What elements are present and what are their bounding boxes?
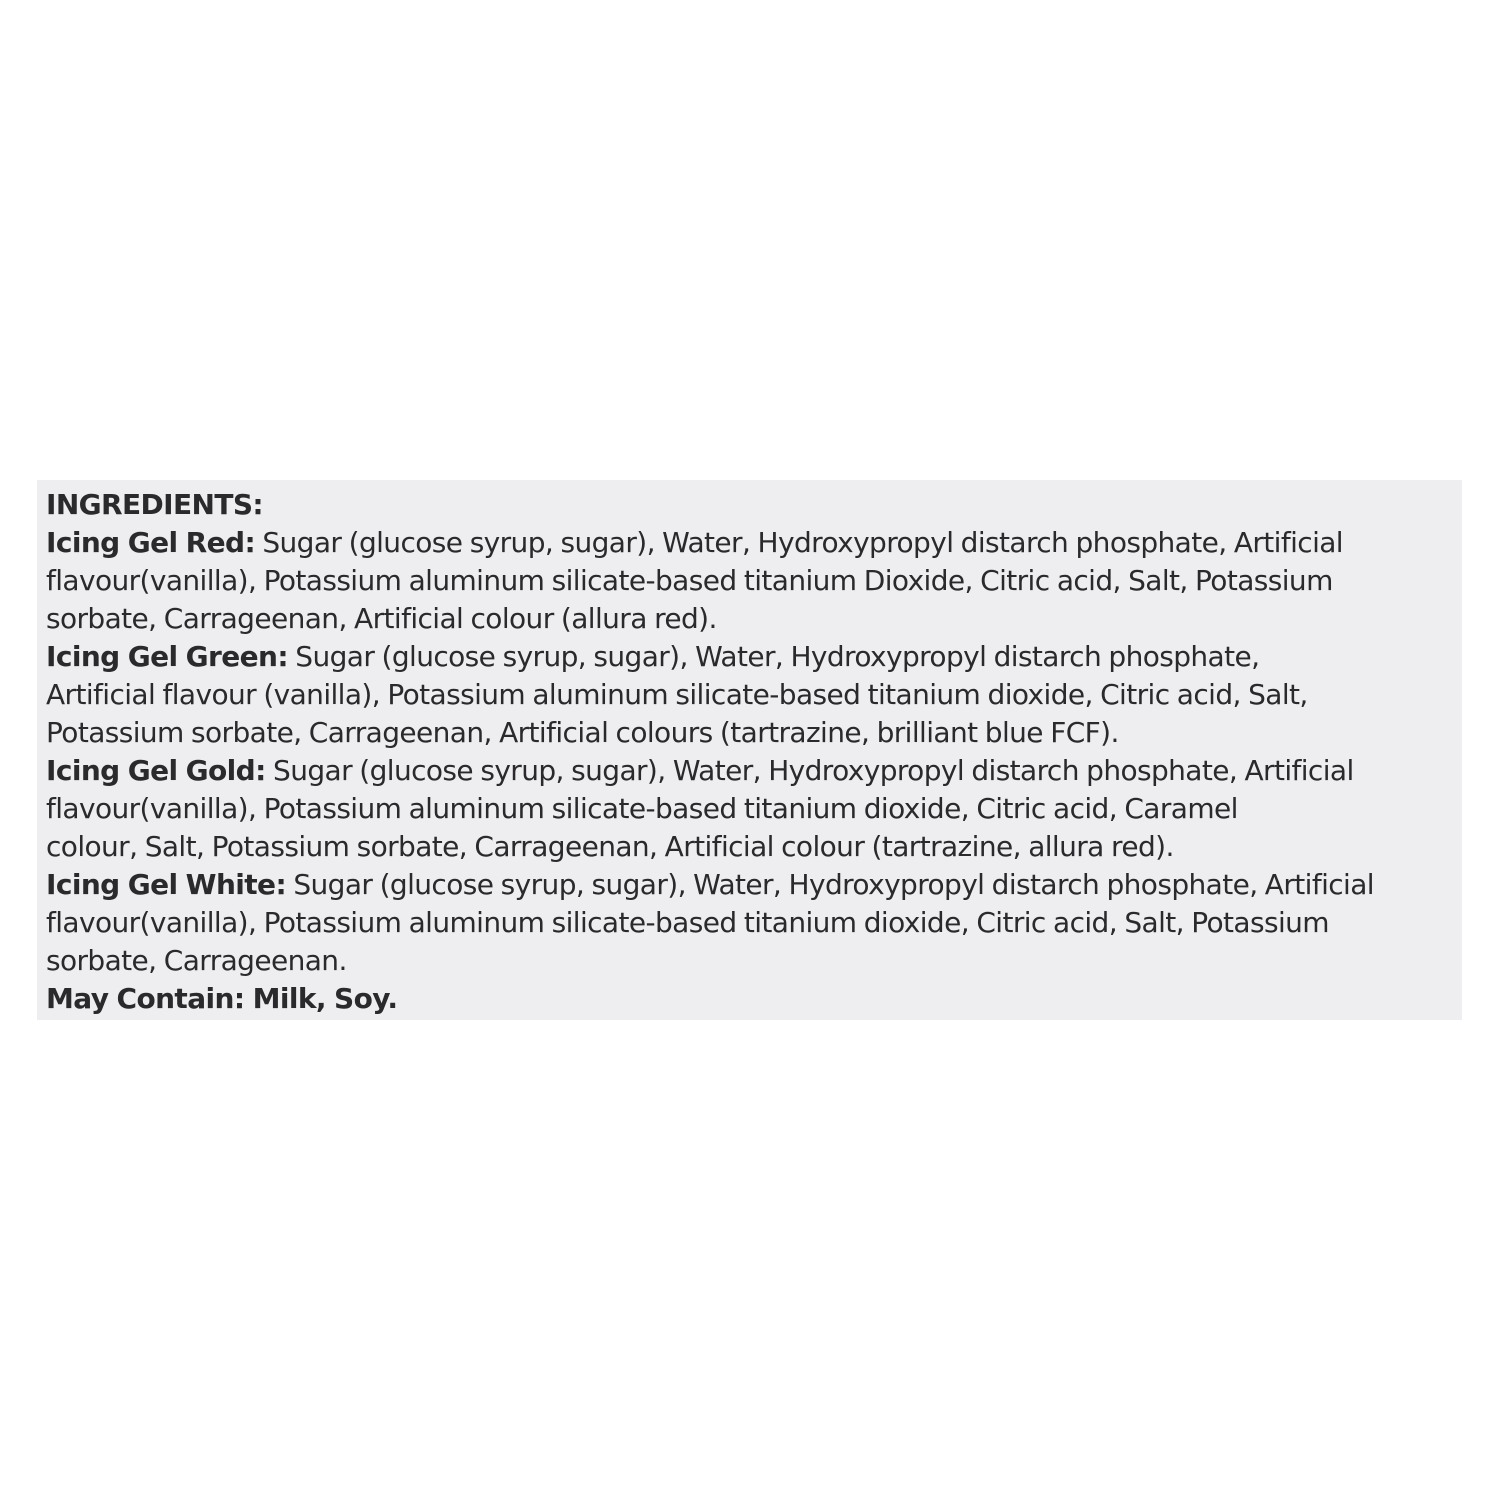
ingredient-text: Sugar (glucose syrup, sugar), Water, Hydroxypropyl distarch phosphate, Artificial <box>286 868 1374 901</box>
ingredient-item-green <box>46 638 1454 676</box>
ingredient-text-line: sorbate, Carrageenan. <box>46 944 347 977</box>
ingredient-item-white <box>46 866 1454 904</box>
ingredients-panel <box>37 480 1462 1020</box>
ingredient-text-line: flavour(vanilla), Potassium aluminum silicate-based titanium dioxide, Citric acid, Caramel <box>46 792 1238 825</box>
ingredient-item-red <box>46 524 1454 562</box>
ingredient-item-gold <box>46 752 1454 790</box>
allergen-statement: May Contain: Milk, Soy. <box>46 982 398 1015</box>
ingredient-text-line: flavour(vanilla), Potassium aluminum silicate-based titanium dioxide, Citric acid, Salt, Potassium <box>46 906 1329 939</box>
ingredients-heading: INGREDIENTS: <box>46 488 264 521</box>
ingredient-text-line: flavour(vanilla), Potassium aluminum silicate-based titanium Dioxide, Citric acid, Salt, Potassium <box>46 564 1333 597</box>
ingredient-text-line: Artificial flavour (vanilla), Potassium aluminum silicate-based titanium dioxide, Citric acid, Salt, <box>46 678 1308 711</box>
ingredient-text: Sugar (glucose syrup, sugar), Water, Hydroxypropyl distarch phosphate, Artificial <box>255 526 1343 559</box>
ingredient-name: Icing Gel Red: <box>46 526 256 559</box>
ingredient-text: Sugar (glucose syrup, sugar), Water, Hydroxypropyl distarch phosphate, <box>287 640 1260 673</box>
ingredient-text-line: colour, Salt, Potassium sorbate, Carrageenan, Artificial colour (tartrazine, allura red). <box>46 830 1174 863</box>
ingredient-text: Sugar (glucose syrup, sugar), Water, Hydroxypropyl distarch phosphate, Artificial <box>265 754 1354 787</box>
ingredient-name: Icing Gel White: <box>46 868 287 901</box>
ingredient-name: Icing Gel Green: <box>46 640 288 673</box>
ingredient-text-line: sorbate, Carrageenan, Artificial colour (allura red). <box>46 602 717 635</box>
ingredients-text <box>46 486 1454 1018</box>
ingredient-name: Icing Gel Gold: <box>46 754 266 787</box>
ingredient-text-line: Potassium sorbate, Carrageenan, Artificial colours (tartrazine, brilliant blue FCF). <box>46 716 1119 749</box>
